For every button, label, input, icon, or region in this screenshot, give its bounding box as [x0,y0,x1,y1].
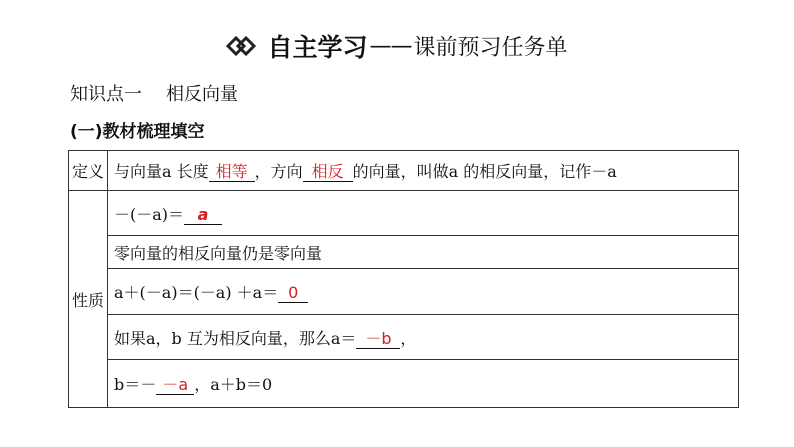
property-row [69,315,739,360]
answer-blank: －b [356,330,400,349]
property-cell: b＝－ －a ，a＋b＝0 [108,360,739,408]
knowledge-point-label: 知识点一 [70,84,142,105]
answer-blank: 相等 [209,163,255,182]
property-cell: －(－a)＝ a [108,191,739,236]
knowledge-point [70,80,238,106]
knowledge-point-topic: 相反向量 [166,84,238,105]
property-cell: 如果a，b 互为相反向量，那么a＝ －b ， [108,315,739,360]
answer-blank: 相反 [303,163,353,182]
property-row [69,269,739,315]
page-subtitle: 课前预习任务单 [413,35,568,61]
answer-blank: a [184,206,222,225]
page-title: 自主学习 [267,33,368,62]
property-cell: a＋(－a)＝(－a) ＋a＝ 0 [108,269,739,315]
cube-logo-icon [226,35,256,57]
page-header [0,28,794,64]
property-row [69,360,739,408]
definition-head: 定义 [69,151,108,191]
definition-row [69,151,739,191]
answer-blank: －a [156,376,194,395]
property-row [69,236,739,269]
answer-blank: 0 [278,284,308,303]
property-row [69,191,739,236]
properties-head: 性质 [69,191,108,408]
section-title: (一)教材梳理填空 [70,122,205,142]
definition-cell: 与向量a 长度 相等 ，方向 相反 的向量，叫做a 的相反向量，记作－a [108,151,739,191]
property-cell: 零向量的相反向量仍是零向量 [108,236,739,269]
title-dash: —— [369,33,412,59]
summary-table [68,150,739,408]
